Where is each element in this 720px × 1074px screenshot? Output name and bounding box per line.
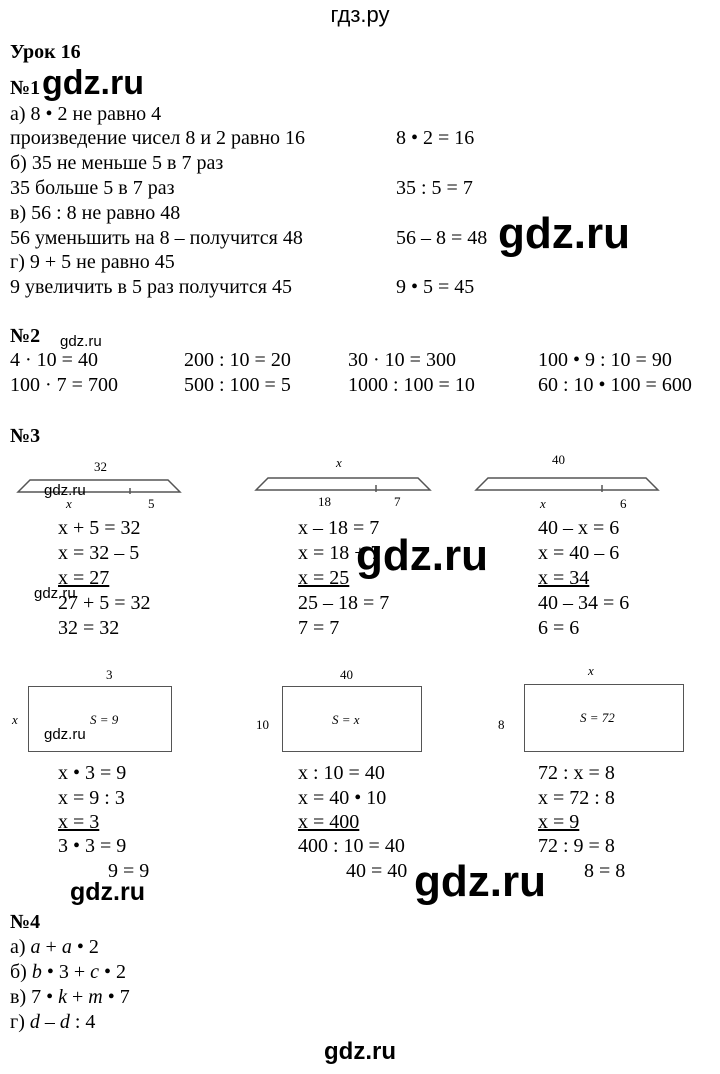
e2-line3: x = 400 [298,811,360,833]
task1-line-a2: произведение чисел 8 и 2 равно 16 [10,127,306,149]
footer-watermark[interactable]: gdz.ru [324,1038,396,1065]
d3-right: 6 [620,496,627,511]
r3-top: x [588,663,594,678]
task4-c: в) 7 • k + m • 7 [10,986,130,1008]
c1-line5: 32 = 32 [58,617,120,639]
watermark: gdz.ru [42,64,144,102]
task3-number: №3 [10,425,41,447]
d1-top: 32 [94,459,107,474]
c3-line5: 6 = 6 [538,617,580,639]
watermark: gdz.ru [44,482,86,499]
task1-line-a: а) 8 • 2 не равно 4 [10,103,162,125]
e3-line4: 72 : 9 = 8 [538,835,615,857]
task1-line-d2: 9 увеличить в 5 раз получится 45 [10,276,292,298]
c3-line1: 40 – x = 6 [538,517,620,539]
e1-line1: x • 3 = 9 [58,762,127,784]
d3-left: x [540,496,546,511]
segment-2 [256,478,430,490]
e2-line5: 40 = 40 [346,860,408,882]
lesson-title: Урок 16 [10,41,81,63]
watermark: gdz.ru [34,585,76,602]
e1-line4: 3 • 3 = 9 [58,835,127,857]
task2-r2c2: 500 : 100 = 5 [184,374,291,396]
e3-line1: 72 : x = 8 [538,762,615,784]
watermark: gdz.ru [44,726,86,743]
watermark: gdz.ru [356,531,488,580]
c2-line3: x = 25 [298,567,350,589]
segment-1 [18,480,180,492]
site-header[interactable]: гдз.ру [330,2,390,27]
task4-a: а) a + a • 2 [10,936,99,958]
e1-line3: x = 3 [58,811,100,833]
c1-line4: 27 + 5 = 32 [58,592,151,614]
task1-answer-b: 35 : 5 = 7 [396,177,473,199]
task1-line-c2: 56 уменьшить на 8 – получится 48 [10,227,303,249]
task1-answer-c: 56 – 8 = 48 [396,227,488,249]
d2-right: 7 [394,494,401,509]
c1-line2: x = 32 – 5 [58,542,140,564]
d1-left: x [66,496,72,511]
c3-line3: x = 34 [538,567,590,589]
watermark: gdz.ru [414,857,546,906]
d1-right: 5 [148,496,155,511]
c2-line4: 25 – 18 = 7 [298,592,390,614]
task2-r1c3: 30 · 10 = 300 [348,349,456,371]
e2-line1: x : 10 = 40 [298,762,385,784]
task2-r1c1: 4 · 10 = 40 [10,349,98,371]
d2-top: x [336,455,342,470]
task4-b: б) b • 3 + c • 2 [10,961,127,983]
task1-answer-a: 8 • 2 = 16 [396,127,475,149]
task2-number: №2 [10,325,41,347]
r3-side: 8 [498,717,505,732]
e2-line4: 400 : 10 = 40 [298,835,405,857]
r1-area: S = 9 [90,712,119,727]
c1-line3: x = 27 [58,567,110,589]
task2-r2c4: 60 : 10 • 100 = 600 [538,374,692,396]
watermark: gdz.ru [60,333,102,350]
c3-line2: x = 40 – 6 [538,542,620,564]
e3-line5: 8 = 8 [584,860,626,882]
task2-r2c1: 100 · 7 = 700 [10,374,118,396]
segment-3 [476,478,658,490]
watermark: gdz.ru [70,878,145,906]
task1-line-d: г) 9 + 5 не равно 45 [10,251,175,273]
r3-area: S = 72 [580,710,615,725]
task4-number: №4 [10,911,41,933]
d2-left: 18 [318,494,331,509]
c2-line2: x = 18 + 7 [298,542,381,564]
r2-side: 10 [256,717,269,732]
task1-line-c: в) 56 : 8 не равно 48 [10,202,181,224]
r2-area: S = x [332,712,360,727]
r1-side: x [12,712,18,727]
r1-top: 3 [106,667,113,682]
e3-line2: x = 72 : 8 [538,787,615,809]
task2-r1c4: 100 • 9 : 10 = 90 [538,349,672,371]
c3-line4: 40 – 34 = 6 [538,592,630,614]
r2-top: 40 [340,667,353,682]
task4-d: г) d – d : 4 [10,1011,96,1033]
d3-top: 40 [552,452,565,467]
c2-line5: 7 = 7 [298,617,340,639]
e1-line2: x = 9 : 3 [58,787,125,809]
c1-line1: x + 5 = 32 [58,517,141,539]
e2-line2: x = 40 • 10 [298,787,387,809]
task1-number: №1 [10,77,41,99]
task2-r2c3: 1000 : 100 = 10 [348,374,475,396]
watermark: gdz.ru [498,209,630,258]
e3-line3: x = 9 [538,811,580,833]
e1-line5: 9 = 9 [108,860,150,882]
task2-r1c2: 200 : 10 = 20 [184,349,291,371]
task1-line-b: б) 35 не меньше 5 в 7 раз [10,152,224,174]
task1-answer-d: 9 • 5 = 45 [396,276,475,298]
task1-line-b2: 35 больше 5 в 7 раз [10,177,175,199]
c2-line1: x – 18 = 7 [298,517,380,539]
